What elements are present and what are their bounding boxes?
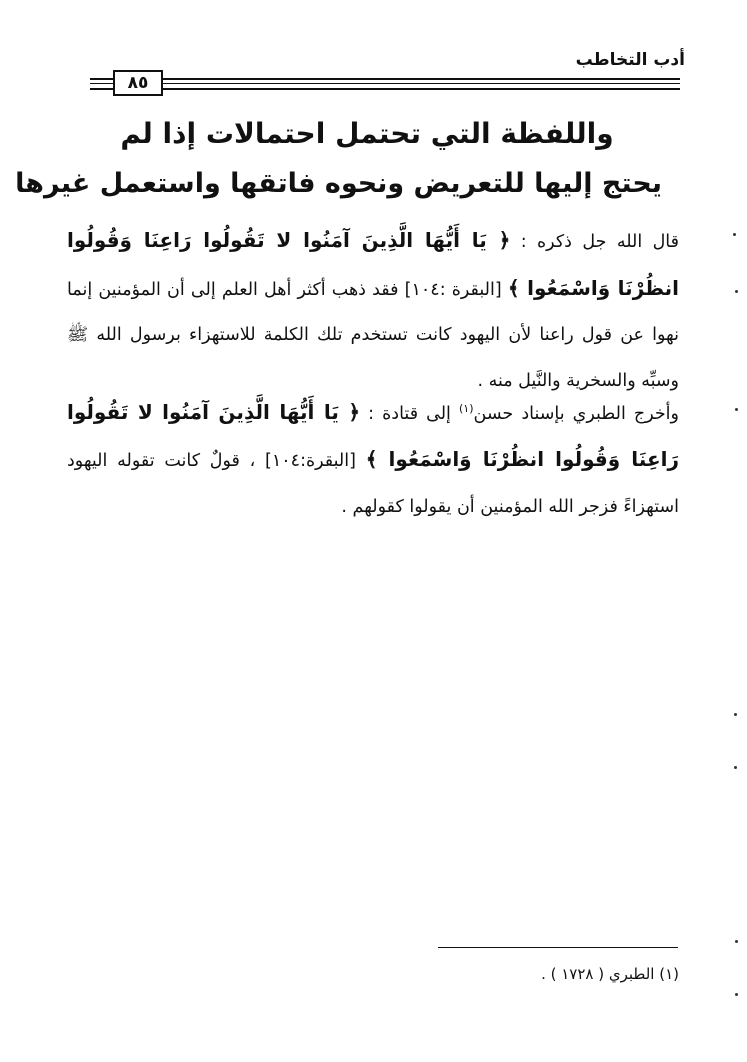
scan-speck	[735, 993, 738, 996]
scan-speck	[735, 940, 738, 943]
paragraph-2	[67, 386, 679, 530]
quran-verse: ﴿ يَا أَيُّهَا الَّذِينَ آمَنُوا لا تَقُولُوا رَاعِنَا وَقُولُوا انظُرْنَا وَاسْمَعُوا ﴾	[67, 399, 679, 472]
section-heading-line-2: يحتج إليها للتعريض ونحوه فاتقها واستعمل غيرها	[15, 168, 662, 199]
scan-speck	[735, 408, 738, 411]
header-rule-mid	[90, 83, 680, 84]
header-rule-top	[90, 78, 680, 80]
scan-speck	[735, 290, 738, 293]
footnote-reference: (١)	[458, 402, 474, 415]
header-rule-bottom	[90, 88, 680, 90]
footnote: (١) الطبري ( ١٧٢٨ ) .	[541, 965, 679, 983]
scan-speck	[734, 766, 737, 769]
running-title: أدب التخاطب	[575, 50, 685, 70]
scan-speck	[733, 233, 736, 236]
paragraph-2-intro: وأخرج الطبري بإسناد حسن	[473, 403, 679, 424]
paragraph-1	[67, 218, 679, 404]
paragraph-1-text: [البقرة :١٠٤] فقد ذهب أكثر أهل العلم إلى أن المؤمنين إنما نهوا عن قول راعنا لأن اليهود كانت تستخدم تلك الكلمة للاستهزاء برسول الله ﷺ وسبِّه والسخرية والنَّيل منه .	[67, 279, 679, 391]
page-number: ٨٥	[113, 70, 163, 96]
scan-speck	[734, 713, 737, 716]
paragraph-2-intro-cont: إلى قتادة :	[368, 403, 451, 424]
paragraph-1-intro: قال الله جل ذكره :	[520, 232, 679, 252]
paragraph-2-text: [البقرة:١٠٤] ، قولٌ كانت تقوله اليهود استهزاءً فزجر الله المؤمنين أن يقولوا كقولهم .	[67, 451, 679, 517]
section-heading-line-1: واللفظة التي تحتمل احتمالات إذا لم	[120, 117, 614, 150]
footnote-separator	[438, 947, 678, 948]
quran-verse: ﴿ يَا أَيُّهَا الَّذِينَ آمَنُوا لا تَقُولُوا رَاعِنَا وَقُولُوا انظُرْنَا وَاسْمَعُوا ﴾	[67, 228, 679, 300]
